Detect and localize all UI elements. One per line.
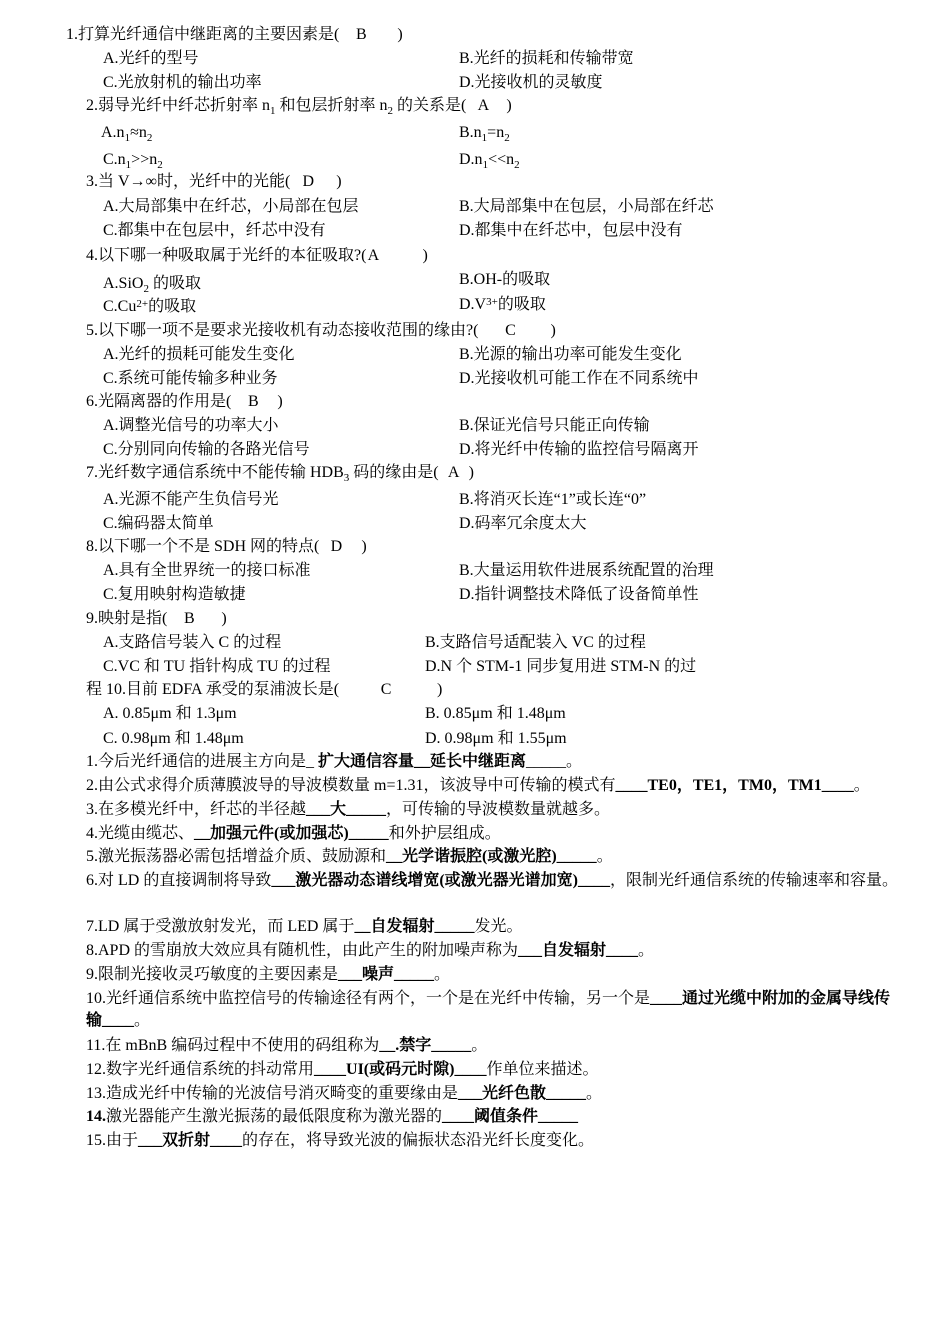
q4-c-sup: 2+	[136, 298, 149, 310]
q10-option-c: C. 0.98μm 和 1.48μm	[103, 730, 244, 747]
q9-option-b: B.支路信号适配装入 VC 的过程	[425, 634, 646, 651]
fill-7-post: 发光。	[474, 918, 523, 935]
fill-15-post: 的存在，将导致光波的偏振状态沿光纤长度变化。	[242, 1132, 595, 1149]
q4-option-a	[103, 274, 201, 294]
q4-c-pre: C.Cu	[103, 298, 137, 315]
fill-1	[86, 752, 582, 772]
q6-stem-text: 6.光隔离器的作用是(	[86, 393, 232, 410]
q9-option-c: C.VC 和 TU 指针构成 TU 的过程	[103, 658, 331, 675]
fill-13	[86, 1084, 602, 1104]
fill-8	[86, 941, 654, 961]
q4-d-post: 的吸取	[497, 296, 546, 313]
q7-answer: A	[447, 464, 460, 481]
q3-option-c: C.都集中在包层中，纤芯中没有	[103, 222, 326, 239]
fill-3-post: ，可传输的导波模数量就越多。	[386, 801, 611, 818]
question-2-stem	[86, 96, 512, 116]
q7-stem-post: 码的缘由是(	[349, 464, 439, 481]
q2-answer: A	[477, 97, 490, 114]
q2-a-sub2: 2	[146, 132, 153, 144]
fill-4-answer: __加强元件(或加强芯)_____	[194, 825, 389, 842]
q7-option-c: C.编码器太简单	[103, 515, 214, 532]
q4-a-sub: 2	[143, 283, 149, 295]
fill-6	[86, 870, 906, 892]
fill-15-answer: ___双折射____	[138, 1132, 243, 1149]
q2-option-a	[101, 123, 152, 143]
q4-option-c	[103, 294, 196, 317]
q1-close: )	[397, 26, 403, 43]
fill-5-answer: __光学谐振腔(或激光腔)_____	[386, 848, 597, 865]
question-6-stem	[86, 392, 283, 412]
q1-option-d: D.光接收机的灵敏度	[459, 74, 603, 91]
fill-6-pre: 6.对 LD 的直接调制将导致	[86, 872, 272, 889]
q10-stem-text: 程 10.目前 EDFA 承受的泵浦波长是(	[86, 681, 340, 698]
q3-stem-text: 3.当 V→∞时，光纤中的光能(	[86, 173, 291, 190]
q10-answer: C	[380, 681, 392, 698]
q9-stem-text: 9.映射是指(	[86, 610, 168, 627]
q10-option-d: D. 0.98μm 和 1.55μm	[425, 730, 567, 747]
fill-6-post: ，限制光纤通信系统的传输速率和容量。	[610, 872, 899, 889]
fill-12-post: 作单位来描述。	[486, 1061, 599, 1078]
q2-a-sub1: 1	[124, 132, 131, 144]
q1-stem-text: 1.打算光纤通信中继距离的主要因素是(	[66, 26, 340, 43]
fill-1-answer: 扩大通信容量__延长中继距离	[318, 753, 527, 770]
fill-2-answer: ____TE0，TE1，TM0，TM1____	[615, 777, 854, 794]
fill-14	[86, 1107, 578, 1127]
q2-d-sub1: 1	[482, 159, 489, 171]
fill-10-post: 。	[134, 1012, 151, 1029]
q2-c-pre: C.n	[103, 151, 126, 168]
q2-n2-sub: 2	[387, 105, 394, 117]
q2-n1-sub: 1	[270, 105, 276, 117]
fill-14-number: 14.	[86, 1108, 106, 1125]
fill-10	[86, 988, 906, 1032]
q7-option-d: D.码率冗余度太大	[459, 515, 587, 532]
q7-option-b: B.将消灭长连“1”或长连“0”	[459, 491, 647, 508]
fill-9-post: 。	[434, 966, 451, 983]
fill-3	[86, 800, 610, 820]
fill-4-pre: 4.光缆由缆芯、	[86, 825, 195, 842]
fill-11-answer: __.禁字_____	[379, 1037, 472, 1054]
q9-answer: B	[184, 610, 195, 627]
q3-option-b: B.大局部集中在包层，小局部在纤芯	[459, 198, 714, 215]
fill-13-post: 。	[586, 1085, 603, 1102]
q7-close: )	[468, 464, 474, 481]
fill-5	[86, 847, 613, 867]
q4-stem-text: 4.以下哪一种吸取属于光纤的本征吸取?(	[86, 247, 367, 264]
fill-12	[86, 1060, 598, 1080]
q2-close: )	[506, 97, 512, 114]
q2-a-pre: A.n	[101, 124, 125, 141]
question-1-stem	[66, 25, 403, 45]
question-10-stem	[86, 680, 442, 700]
question-3-stem	[86, 172, 342, 192]
fill-5-pre: 5.激光振荡器必需包括增益介质、鼓励源和	[86, 848, 387, 865]
q9-close: )	[221, 610, 227, 627]
fill-7-answer: __自发辐射_____	[354, 918, 475, 935]
q4-d-sup: 3+	[486, 296, 498, 308]
q2-c-op: >>n	[131, 151, 158, 168]
q2-option-d	[459, 150, 520, 170]
q4-option-d	[459, 292, 546, 315]
q8-option-c: C.复用映射构造敏捷	[103, 586, 246, 603]
q2-n1: n	[262, 97, 271, 114]
question-4-stem	[86, 246, 428, 266]
fill-10-answer: ____通过光缆中附加的金属导线传输____	[86, 990, 891, 1029]
fill-11	[86, 1036, 487, 1056]
question-8-stem	[86, 537, 367, 557]
fill-3-pre: 3.在多模光纤中，纤芯的半径越	[86, 801, 307, 818]
question-9-stem	[86, 609, 227, 629]
fill-2-pre: 2.由公式求得介质薄膜波导的导波模数量 m=1.31，该波导中可传输的模式有	[86, 777, 616, 794]
q10-option-a: A. 0.85μm 和 1.3μm	[103, 705, 237, 722]
q4-d-pre: D.V	[459, 296, 487, 313]
q6-close: )	[277, 393, 283, 410]
q4-option-b: B.OH-的吸取	[459, 271, 551, 288]
q9-option-a: A.支路信号装入 C 的过程	[103, 634, 282, 651]
fill-6-answer: ___激光器动态谱线增宽(或激光器光谱加宽)____	[271, 872, 611, 889]
q5-option-b: B.光源的输出功率可能发生变化	[459, 346, 682, 363]
fill-15-pre: 15.由于	[86, 1132, 139, 1149]
fill-12-answer: ____UI(或码元时隙)____	[314, 1061, 487, 1078]
fill-11-post: 。	[471, 1037, 488, 1054]
fill-12-pre: 12.数字光纤通信系统的抖动常用	[86, 1061, 315, 1078]
fill-9	[86, 965, 450, 985]
q4-close: )	[422, 247, 428, 264]
q2-d-pre: D.n	[459, 151, 483, 168]
q2-pre: 2.弱导光纤中纤芯折射率	[86, 97, 259, 114]
q8-option-a: A.具有全世界统一的接口标准	[103, 562, 311, 579]
fill-9-answer: ___噪声_____	[338, 966, 435, 983]
q1-answer: B	[356, 26, 367, 43]
fill-5-post: 。	[596, 848, 613, 865]
q9-option-d: D.N 个 STM-1 同步复用进 STM-N 的过	[425, 658, 697, 675]
q6-option-c: C.分别同向传输的各路光信号	[103, 441, 310, 458]
q2-b-sub1: 1	[481, 132, 488, 144]
q7-stem-pre: 7.光纤数字通信系统中不能传输 HDB	[86, 464, 344, 481]
fill-14-pre: 激光器能产生激光振荡的最低限度称为激光器的	[106, 1108, 443, 1125]
q5-option-d: D.光接收机可能工作在不同系统中	[459, 370, 699, 387]
q8-option-b: B.大量运用软件进展系统配置的治理	[459, 562, 714, 579]
q3-option-a: A.大局部集中在纤芯，小局部在包层	[103, 198, 359, 215]
q6-option-b: B.保证光信号只能正向传输	[459, 417, 650, 434]
fill-14-answer: ____阈值条件_____	[442, 1108, 579, 1125]
q5-close: )	[550, 322, 556, 339]
q2-c-sub2: 2	[157, 159, 163, 171]
q2-b-sub2: 2	[504, 132, 510, 144]
q6-answer: B	[248, 393, 259, 410]
q2-a-op: ≈n	[130, 124, 147, 141]
q1-option-a: A.光纤的型号	[103, 50, 199, 67]
q2-post: 的关系是(	[397, 97, 467, 114]
q6-option-d: D.将光纤中传输的监控信号隔离开	[459, 441, 699, 458]
q8-stem-text: 8.以下哪一个不是 SDH 网的特点(	[86, 538, 320, 555]
q6-option-a: A.调整光信号的功率大小	[103, 417, 279, 434]
q7-option-a: A.光源不能产生负信号光	[103, 491, 279, 508]
fill-8-answer: ___自发辐射____	[518, 942, 639, 959]
q8-answer: D	[330, 538, 343, 555]
q3-option-d: D.都集中在纤芯中，包层中没有	[459, 222, 683, 239]
q5-option-c: C.系统可能传输多种业务	[103, 370, 278, 387]
fill-4	[86, 824, 501, 844]
q10-option-b: B. 0.85μm 和 1.48μm	[425, 705, 566, 722]
question-7-stem	[86, 463, 474, 483]
fill-1-pre: 1.今后光纤通信的进展主方向是_	[86, 753, 319, 770]
q2-b-op: =n	[487, 124, 505, 141]
q8-close: )	[361, 538, 367, 555]
fill-8-post: 。	[638, 942, 655, 959]
q2-d-sub2: 2	[514, 159, 520, 171]
q5-answer: C	[505, 322, 516, 339]
fill-11-pre: 11.在 mBnB 编码过程中不使用的码组称为	[86, 1037, 380, 1054]
q2-option-c	[103, 150, 163, 170]
q2-c-sub1: 1	[125, 159, 132, 171]
fill-7-pre: 7.LD 属于受激放射发光，而 LED 属于	[86, 918, 355, 935]
fill-4-post: 和外护层组成。	[388, 825, 501, 842]
q1-option-b: B.光纤的损耗和传输带宽	[459, 50, 634, 67]
q2-option-b	[459, 123, 510, 143]
fill-3-answer: ___大_____	[306, 801, 387, 818]
q2-b-pre: B.n	[459, 124, 482, 141]
q5-option-a: A.光纤的损耗可能发生变化	[103, 346, 295, 363]
fill-15	[86, 1131, 594, 1151]
q4-answer: A	[367, 247, 380, 264]
fill-13-answer: ___光纤色散_____	[458, 1085, 587, 1102]
fill-1-post: _____。	[526, 753, 583, 770]
q10-close: )	[437, 681, 443, 698]
fill-13-pre: 13.造成光纤中传输的光波信号消灭畸变的重要缘由是	[86, 1085, 459, 1102]
fill-9-pre: 9.限制光接收灵巧敏度的主要因素是	[86, 966, 339, 983]
q8-option-d: D.指针调整技术降低了设备简单性	[459, 586, 699, 603]
q4-a-post: 的吸取	[148, 275, 201, 292]
q2-mid: 和包层折射率	[279, 97, 376, 114]
q4-c-post: 的吸取	[148, 298, 197, 315]
q4-a-pre: A.SiO	[103, 275, 144, 292]
fill-2-post: 。	[853, 777, 870, 794]
q1-option-c: C.光放射机的输出功率	[103, 74, 262, 91]
q3-answer: D	[302, 173, 315, 190]
q5-stem-text: 5.以下哪一项不是要求光接收机有动态接收范围的缘由?(	[86, 322, 479, 339]
q2-n2: n	[379, 97, 388, 114]
question-5-stem	[86, 321, 556, 341]
fill-10-pre: 10.光纤通信系统中监控信号的传输途径有两个，一个是在光纤中传输，另一个是	[86, 990, 651, 1007]
q7-stem-sub: 3	[343, 472, 350, 484]
fill-2	[86, 776, 870, 796]
q3-close: )	[336, 173, 342, 190]
fill-8-pre: 8.APD 的雪崩放大效应具有随机性，由此产生的附加噪声称为	[86, 942, 519, 959]
fill-7	[86, 917, 522, 937]
q2-d-op: <<n	[488, 151, 515, 168]
